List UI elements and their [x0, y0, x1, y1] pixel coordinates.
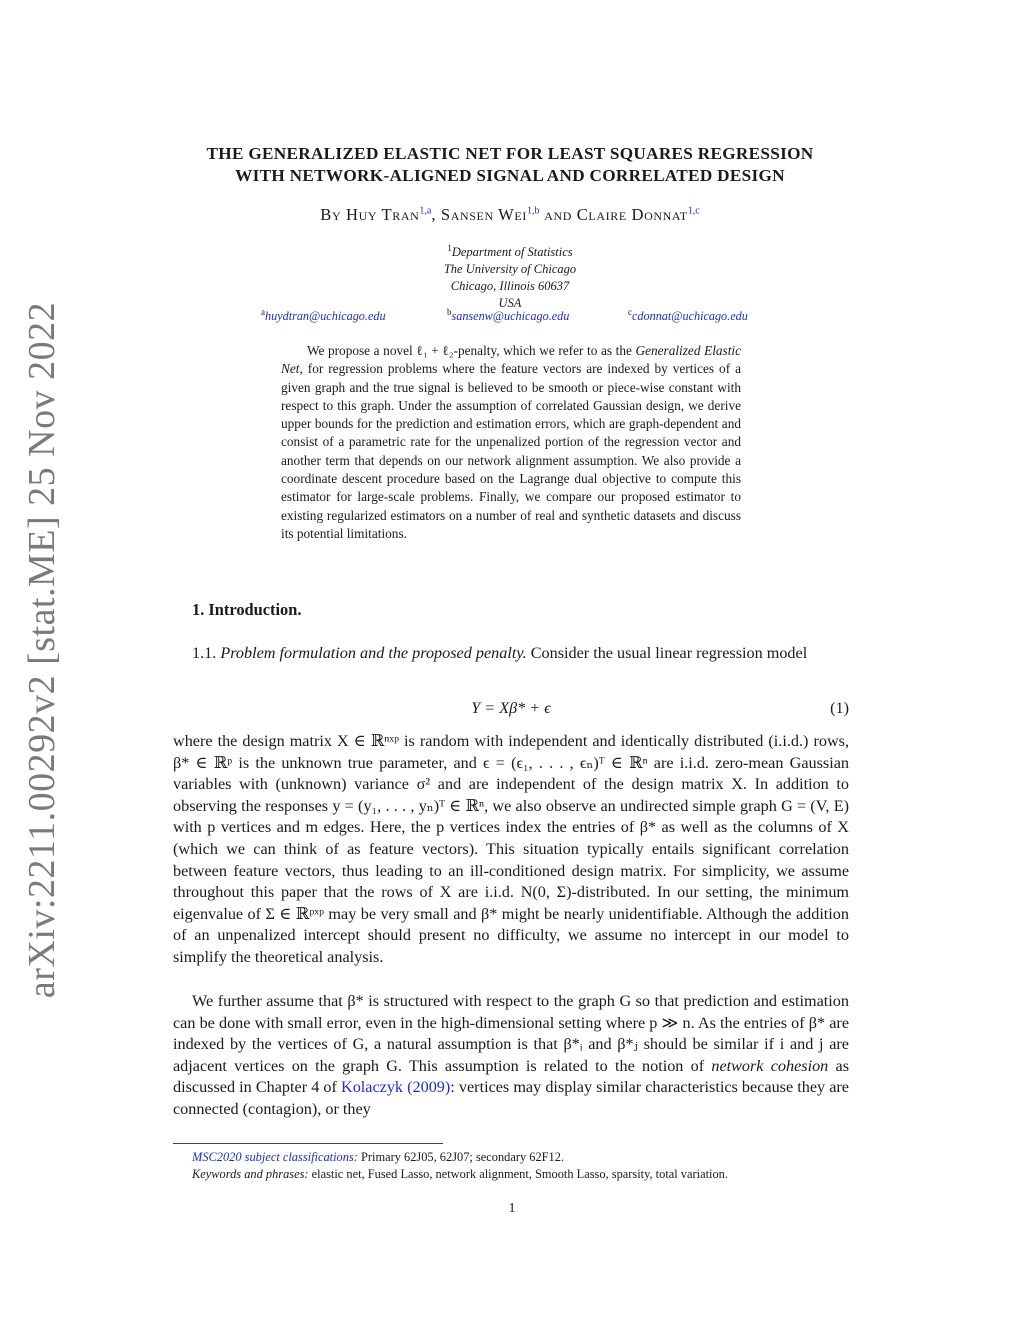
author-2: Sansen Wei [440, 205, 527, 224]
subsection-text: Consider the usual linear regression model [526, 644, 808, 662]
subsection-number: 1.1. [192, 644, 221, 662]
affiliation-country: USA [498, 296, 522, 311]
keywords-label: Keywords and phrases: [192, 1167, 309, 1181]
affiliation-marker: 1 [447, 243, 452, 253]
affiliation-univ: The University of Chicago [443, 262, 577, 277]
author-list [150, 205, 870, 225]
author-3-affil-link[interactable]: 1,c [687, 205, 700, 217]
para3-emphasis: network cohesion [711, 1056, 829, 1075]
arxiv-watermark [18, 301, 66, 999]
abstract [281, 342, 741, 543]
author-separator: , [431, 205, 441, 224]
para3-text-1: We further assume that β* is structured with respect to the graph G so that prediction and estimation can be done with small error, even in the high-dimensional setting where p ≫ n. As the entries of β* are indexed by the vertices of G, a natural assumption is that β*ᵢ and β*ⱼ should be similar if i and j are adjacent vertices on the graph G. This assumption is related to the notion of [173, 992, 849, 1075]
affiliation-dept: Department of Statistics [451, 245, 573, 260]
para3-text-2: as discussed in Chapter 4 of [173, 1056, 849, 1097]
email-a-link[interactable]: huydtran@uchicago.edu [265, 309, 386, 324]
abstract-text-2: , for regression problems where the feature vectors are indexed by vertices of a given graph and the true signal is believed to be smooth or piece-wise constant with respect to this graph. Under the assumption of correlated Gaussian design, we derive upper bounds for the prediction and estimation errors, which are graph-dependent and consist of a parametric rate for the unpenalized portion of the regression vector and another term that depends on our network alignment assumption. We also provide a coordinate descent procedure based on the Lagrange dual objective to compute this estimator for large-scale problems. Finally, we compare our proposed estimator to existing regularized estimators on a number of real and synthetic datasets and discuss its potential limitations. [281, 361, 741, 541]
msc-text: Primary 62J05, 62J07; secondary 62F12. [357, 1150, 565, 1164]
footnote-msc [192, 1150, 564, 1165]
page-number: 1 [508, 1201, 516, 1216]
subsection-paragraph [173, 643, 849, 665]
footnote-divider [173, 1143, 443, 1144]
msc-link[interactable]: MSC2020 subject classifications: [192, 1150, 358, 1164]
author-3: Claire Donnat [576, 205, 688, 224]
email-c-marker: c [628, 307, 632, 317]
author-1-affil-link[interactable]: 1,a [419, 205, 432, 217]
citation-link-kolaczyk[interactable]: Kolaczyk (2009) [341, 1078, 451, 1097]
email-c[interactable] [628, 307, 748, 324]
footnote-keywords [192, 1167, 728, 1182]
by-label: By [320, 205, 346, 224]
keywords-text: elastic net, Fused Lasso, network alignment, Smooth Lasso, sparsity, total variation. [308, 1167, 728, 1181]
email-b-marker: b [447, 307, 452, 317]
equation-1 [173, 699, 849, 721]
paragraph-network-cohesion [173, 991, 849, 1121]
author-1: Huy Tran [345, 205, 420, 224]
section-heading-introduction: 1. Introduction. [192, 600, 302, 619]
abstract-text-1: We propose a novel ℓ₁ + ℓ₂-penalty, which we refer to as the [307, 343, 636, 358]
paper-title [150, 143, 870, 187]
author-and: and [539, 205, 577, 224]
email-b[interactable] [447, 307, 569, 324]
email-a-marker: a [261, 307, 265, 317]
paragraph-design-matrix: where the design matrix X ∈ ℝⁿˣᵖ is random with independent and identically distributed (i.i.d.) rows, β* ∈ ℝᵖ is the unknown true parameter, and ϵ = (ϵ₁, . . . , ϵₙ)ᵀ ∈ ℝⁿ are i.i.d. zero-mean Gaussian variables with (unknown) variance σ² and are independent of the design matrix X. In addition to observing the responses y = (y₁, . . . , yₙ)ᵀ ∈ ℝⁿ, we also observe an undirected simple graph G = (V, E) with p vertices and m edges. Here, the p vertices index the entries of β* as well as the columns of X (which we can think of as feature vectors). This situation typically entails significant correlation between feature vectors, thus leading to an ill-conditioned design matrix. For simplicity, we assume throughout this paper that the rows of X are i.i.d. N(0, Σ)-distributed. In our setting, the minimum eigenvalue of Σ ∈ ℝᵖˣᵖ may be very small and β* might be nearly unidentifiable. Although the addition of an unpenalized intercept should present no difficulty, we assume no intercept in our model to simplify the theoretical analysis. [173, 732, 849, 966]
subsection-title: Problem formulation and the proposed penalty. [220, 644, 527, 662]
affiliation [300, 240, 720, 312]
email-a[interactable] [261, 307, 386, 324]
title-line-2: WITH NETWORK-ALIGNED SIGNAL AND CORRELATED DESIGN [235, 166, 785, 185]
affiliation-city: Chicago, Illinois 60637 [450, 279, 570, 294]
equation-expression: Y = Xβ* + ϵ [471, 699, 551, 717]
para3-text-3: : vertices may display similar characteristics because they are connected (contagion), or they [173, 1078, 849, 1118]
author-2-affil-link[interactable]: 1,b [526, 205, 540, 217]
equation-number[interactable]: (1) [830, 699, 849, 717]
arxiv-id: arXiv:2211.00292v2 [stat.ME] 25 Nov 2022 [21, 301, 63, 999]
abstract-emphasis: Generalized Elastic Net [281, 343, 741, 377]
title-line-1: THE GENERALIZED ELASTIC NET FOR LEAST SQUARES REGRESSION [206, 144, 814, 163]
email-c-link[interactable]: cdonnat@uchicago.edu [632, 309, 748, 324]
email-b-link[interactable]: sansenw@uchicago.edu [451, 309, 570, 324]
